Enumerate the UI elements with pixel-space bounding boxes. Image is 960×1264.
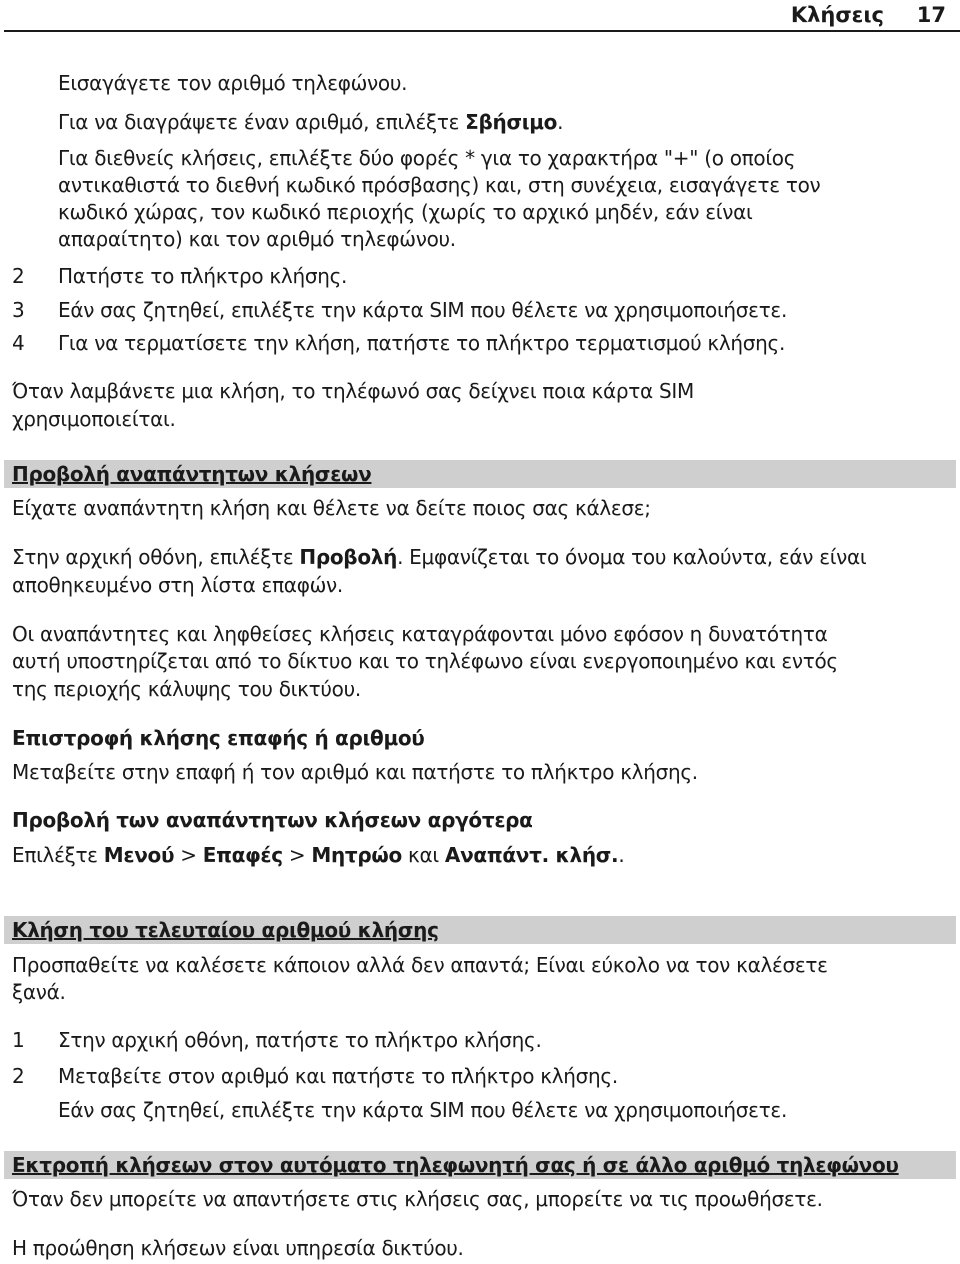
step-text: Στην αρχική οθόνη, πατήστε το πλήκτρο κλήσης. (58, 1028, 542, 1052)
callback-heading: Επιστροφή κλήσης επαφής ή αριθμού (12, 726, 425, 750)
text: και (401, 843, 445, 867)
missed-p1-line-1 (12, 543, 866, 571)
last-intro-line-1: Προσπαθείτε να καλέσετε κάποιον αλλά δεν απαντά; Είναι εύκολο να τον καλέσετε (12, 953, 828, 977)
missed-p2-line-2: αυτή υποστηρίζεται από το δίκτυο και το τηλέφωνο είναι ενεργοποιημένο και εντός (12, 649, 838, 673)
path-separator: > (282, 843, 312, 867)
step-extra-text: Εάν σας ζητηθεί, επιλέξτε την κάρτα SIM που θέλετε να χρησιμοποιήσετε. (58, 1098, 788, 1122)
step1-line-3: Για διεθνείς κλήσεις, επιλέξτε δύο φορές * για το χαρακτήρα "+" (ο οποίος (58, 146, 796, 170)
divert-heading: Εκτροπή κλήσεων στον αυτόματο τηλεφωνητή σας ή σε άλλο αριθμό τηλεφώνου (12, 1153, 899, 1177)
step-number: 2 (12, 264, 25, 288)
view-later-path (12, 841, 624, 869)
step-text: Εάν σας ζητηθεί, επιλέξτε την κάρτα SIM που θέλετε να χρησιμοποιήσετε. (58, 298, 788, 322)
step1-line-5: κωδικό χώρας, τον κωδικό περιοχής (χωρίς το αρχικό μηδέν, εάν είναι (58, 200, 753, 224)
text: . (618, 843, 625, 867)
step1-line-1: Εισαγάγετε τον αριθμό τηλεφώνου. (58, 71, 408, 95)
view-option: Προβολή (299, 545, 398, 569)
chapter-title: Κλήσεις (790, 3, 884, 27)
divert-intro: Όταν δεν μπορείτε να απαντήσετε στις κλήσεις σας, μπορείτε να τις προωθήσετε. (12, 1187, 823, 1211)
header-rule (4, 30, 960, 32)
step-number: 1 (12, 1028, 25, 1052)
text: . Εμφανίζεται το όνομα του καλούντα, εάν είναι (397, 545, 867, 569)
callback-text: Μεταβείτε στην επαφή ή τον αριθμό και πατήστε το πλήκτρο κλήσης. (12, 760, 698, 784)
view-later-heading: Προβολή των αναπάντητων κλήσεων αργότερα (12, 808, 533, 832)
log-option: Μητρώο (311, 843, 402, 867)
missed-intro: Είχατε αναπάντητη κλήση και θέλετε να δείτε ποιος σας κάλεσε; (12, 496, 651, 520)
delete-instruction: Για να διαγράψετε έναν αριθμό, επιλέξτε (58, 110, 466, 134)
step-text: Μεταβείτε στον αριθμό και πατήστε το πλήκτρο κλήσης. (58, 1064, 618, 1088)
last-number-heading: Κλήση του τελευταίου αριθμού κλήσης (12, 918, 439, 942)
step-number: 2 (12, 1064, 25, 1088)
missed-calls-heading: Προβολή αναπάντητων κλήσεων (12, 462, 372, 486)
page-number: 17 (916, 3, 946, 27)
text: Επιλέξτε (12, 843, 104, 867)
missed-calls-option: Αναπάντ. κλήσ. (444, 843, 619, 867)
last-intro-line-2: ξανά. (12, 980, 66, 1004)
step1-line-4: αντικαθιστά το διεθνή κωδικό πρόσβασης) και, στη συνέχεια, εισαγάγετε τον (58, 173, 821, 197)
missed-p2-line-3: της περιοχής κάλυψης του δικτύου. (12, 677, 361, 701)
step-text: Για να τερματίσετε την κλήση, πατήστε το πλήκτρο τερματισμού κλήσης. (58, 331, 786, 355)
text: Στην αρχική οθόνη, επιλέξτε (12, 545, 300, 569)
page-header (0, 0, 960, 32)
step-text: Πατήστε το πλήκτρο κλήσης. (58, 264, 348, 288)
missed-p1-line-2: αποθηκευμένο στη λίστα επαφών. (12, 573, 343, 597)
delete-option: Σβήσιμο (465, 110, 558, 134)
sim-note-line-1: Όταν λαμβάνετε μια κλήση, το τηλέφωνό σας δείχνει ποια κάρτα SIM (12, 379, 694, 403)
menu-option: Μενού (103, 843, 175, 867)
step-number: 3 (12, 298, 25, 322)
sim-note-line-2: χρησιμοποιείται. (12, 407, 176, 431)
step1-line-2: Για να διαγράψετε έναν αριθμό, επιλέξτε Σβήσιμο. (58, 110, 564, 134)
missed-p2-line-1: Οι αναπάντητες και ληφθείσες κλήσεις καταγράφονται μόνο εφόσον η δυνατότητα (12, 622, 828, 646)
contacts-option: Επαφές (202, 843, 283, 867)
path-separator: > (174, 843, 203, 867)
divert-note: Η προώθηση κλήσεων είναι υπηρεσία δικτύου. (12, 1236, 464, 1260)
step1-line-6: απαραίτητο) και τον αριθμό τηλεφώνου. (58, 227, 456, 251)
step-number: 4 (12, 331, 25, 355)
